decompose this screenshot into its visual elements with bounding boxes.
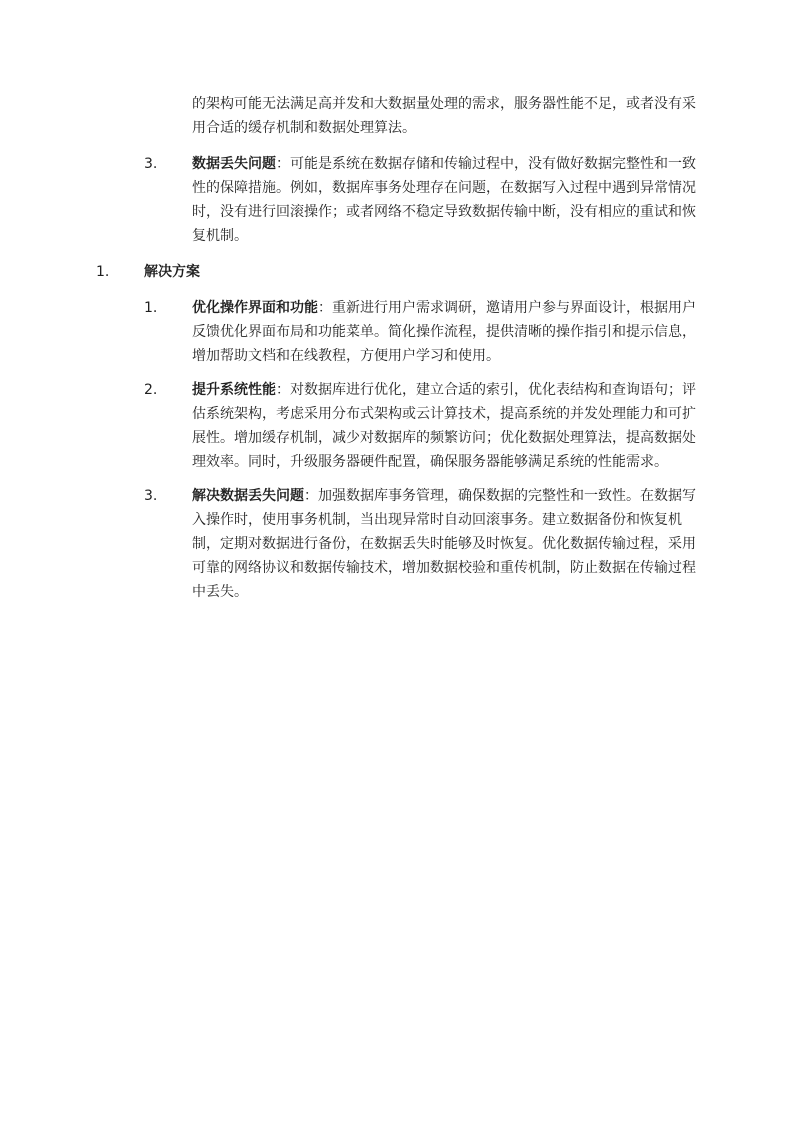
solution-item-title: 优化操作界面和功能 xyxy=(192,300,318,316)
list-number: 1. xyxy=(144,300,158,316)
solution-item-text: ：对数据库进行优化，建立合适的索引，优化表结构和查询语句；评估系统架构，考虑采用分布式架构或云计算技术，提高系统的并发处理能力和可扩展性。增加缓存机制，减少对数据库的频繁访问；优化数据处理算法，提高数据处理效率。同时，升级服务器硬件配置，确保服务器能够满足系统的性能需求。 xyxy=(192,382,696,470)
solution-item-text: ：加强数据库事务管理，确保数据的完整性和一致性。在数据写入操作时，使用事务机制，当出现异常时自动回滚事务。建立数据备份和恢复机制，定期对数据进行备份，在数据丢失时能够及时恢复。优化数据传输过程，采用可靠的网络协议和数据传输技术，增加数据校验和重传机制，防止数据在传输过程中丢失。 xyxy=(192,488,696,600)
solution-item-text: ：重新进行用户需求调研，邀请用户参与界面设计，根据用户反馈优化界面布局和功能菜单。简化操作流程，提供清晰的操作指引和提示信息，增加帮助文档和在线教程，方便用户学习和使用。 xyxy=(192,300,696,364)
list-number: 3. xyxy=(144,488,158,504)
solutions-heading-item xyxy=(96,260,700,284)
solution-item-3 xyxy=(144,484,700,604)
solution-item-2 xyxy=(144,378,700,474)
solution-item-1 xyxy=(144,296,700,368)
problem-item-3 xyxy=(144,152,700,248)
solutions-heading: 解决方案 xyxy=(144,264,200,280)
document-content xyxy=(96,92,716,604)
solution-item-title: 提升系统性能 xyxy=(192,382,276,398)
solution-item-title: 解决数据丢失问题 xyxy=(192,488,304,504)
continuation-paragraph: 的架构可能无法满足高并发和大数据量处理的需求，服务器性能不足，或者没有采用合适的缓存机制和数据处理算法。 xyxy=(192,96,696,136)
list-number: 1. xyxy=(96,264,110,280)
problem-item-title: 数据丢失问题 xyxy=(192,156,276,172)
list-number: 3. xyxy=(144,156,158,172)
problem-item-text: ：可能是系统在数据存储和传输过程中，没有做好数据完整性和一致性的保障措施。例如，数据库事务处理存在问题，在数据写入过程中遇到异常情况时，没有进行回滚操作；或者网络不稳定导致数据传输中断，没有相应的重试和恢复机制。 xyxy=(192,156,696,244)
list-number: 2. xyxy=(144,382,158,398)
